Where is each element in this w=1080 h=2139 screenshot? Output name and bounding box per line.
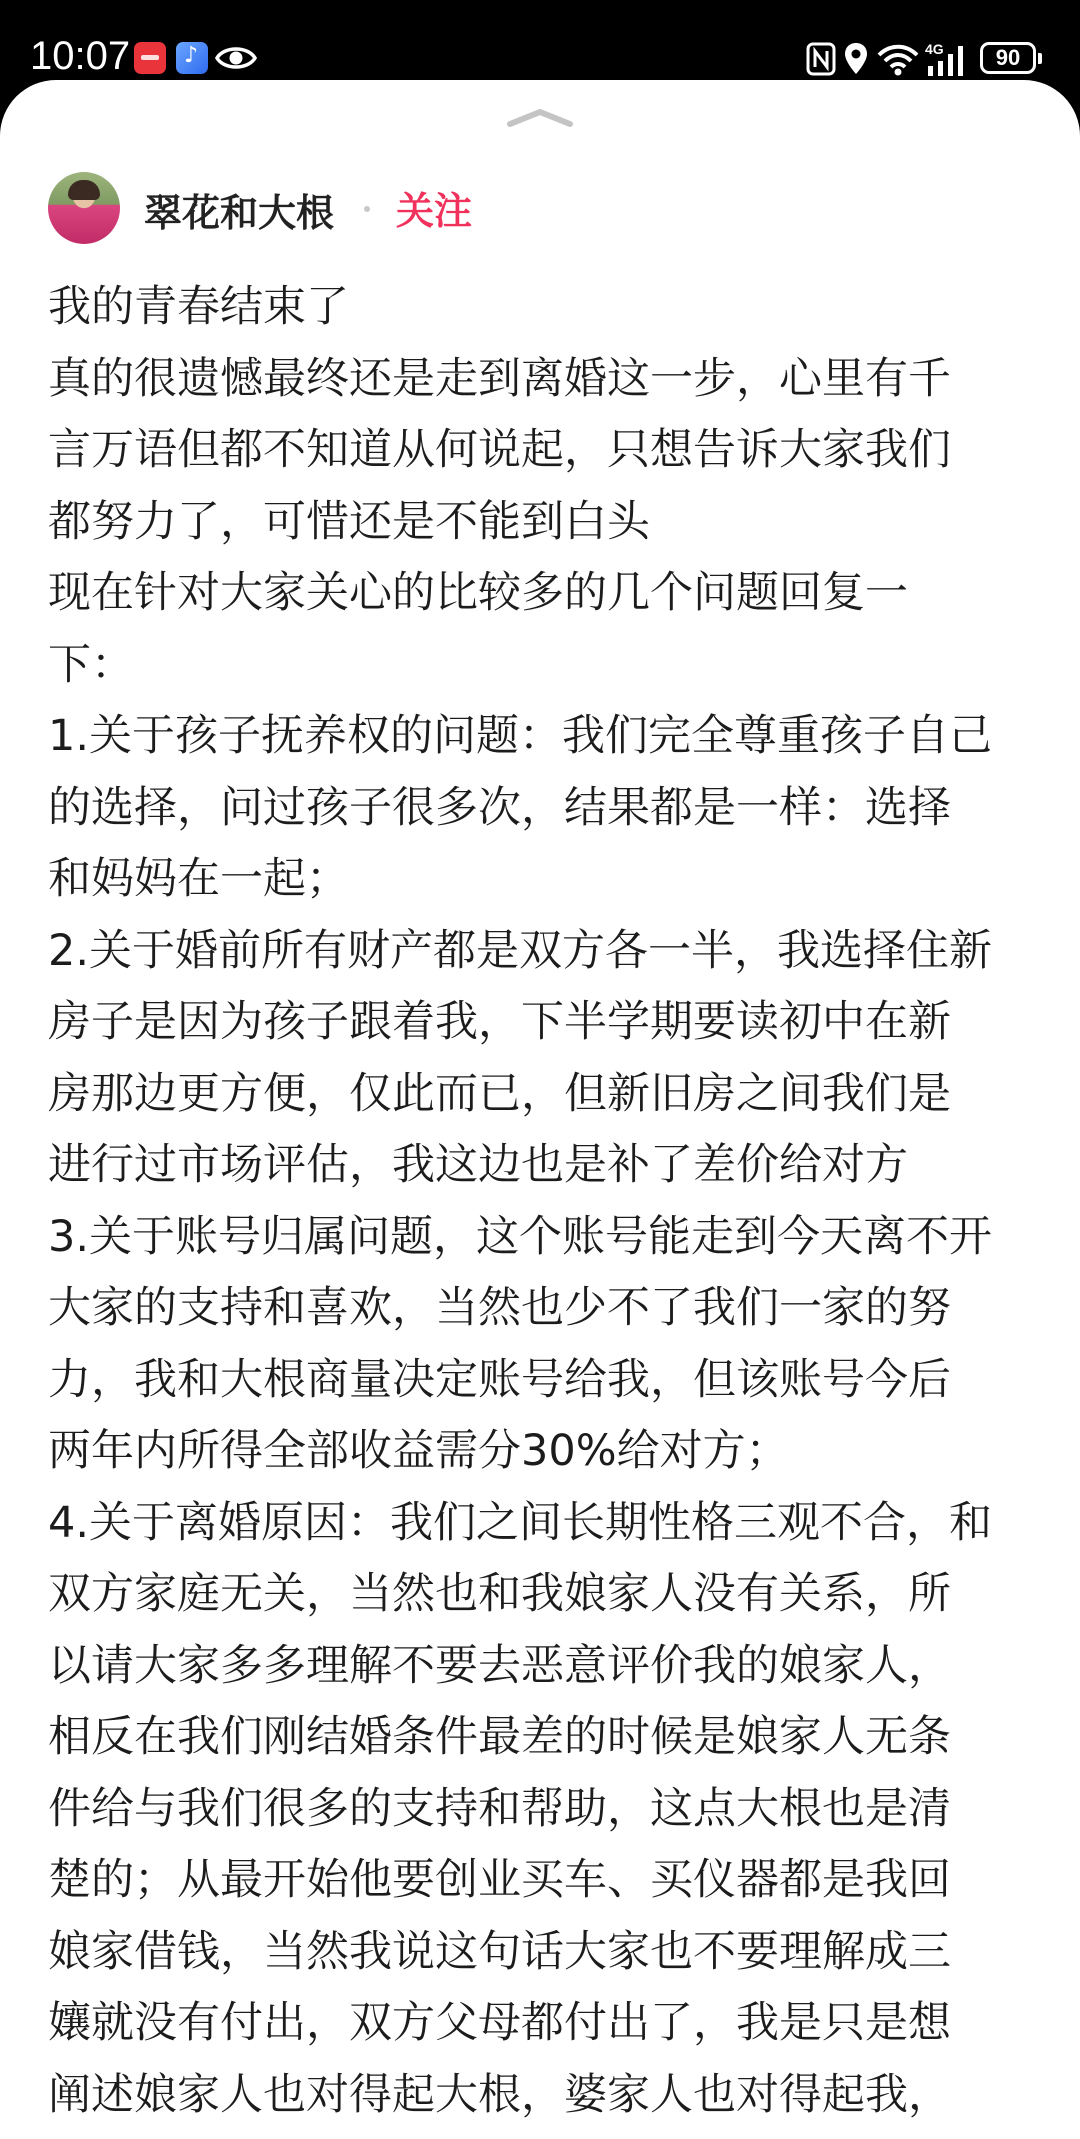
post-text-line: 都努力了，可惜还是不能到白头 [48, 496, 650, 547]
author-name[interactable]: 翠花和大根 [144, 191, 335, 235]
post-text-line: 进行过市场评估，我这边也是补了差价给对方 [48, 1140, 908, 1190]
post-text-line: 下： [48, 639, 134, 690]
sheet-handle-icon[interactable] [504, 106, 576, 128]
post-text-line: 楚的；从最开始他要创业买车、买仪器都是我回 [48, 1855, 951, 1905]
wifi-icon [876, 40, 920, 78]
post-text-line: 真的很遗憾最终还是走到离婚这一步，心里有千 [48, 353, 951, 404]
app-notification-icon [134, 42, 166, 74]
post-text-line: 两年内所得全部收益需分30%给对方； [48, 1426, 789, 1476]
post-text-line: 我的青春结束了 [48, 282, 349, 332]
music-app-icon [176, 42, 208, 74]
post-text-line: 娘家借钱，当然我说这句话大家也不要理解成三 [48, 1926, 951, 1977]
location-icon [842, 40, 870, 78]
post-text-line: 2.关于婚前所有财产都是双方各一半，我选择住新 [48, 925, 993, 976]
4g-signal-icon [924, 40, 974, 78]
follow-button[interactable]: 关注 [396, 189, 473, 233]
post-text-line: 件给与我们很多的支持和帮助，这点大根也是清 [48, 1783, 951, 1834]
post-text-line: 1.关于孩子抚养权的问题：我们完全尊重孩子自己 [48, 711, 993, 761]
author-row [48, 172, 948, 244]
nfc-icon [806, 40, 836, 78]
post-text-line: 阐述娘家人也对得起大根，婆家人也对得起我， [48, 2069, 951, 2120]
post-text-line: 房子是因为孩子跟着我，下半学期要读初中在新 [48, 997, 951, 1047]
post-text-line: 力，我和大根商量决定账号给我，但该账号今后 [48, 1354, 951, 1405]
separator-dot [364, 206, 370, 212]
eye-icon [214, 40, 258, 76]
post-text-line: 的选择，问过孩子很多次，结果都是一样：选择 [48, 782, 951, 833]
post-text-line: 3.关于账号归属问题，这个账号能走到今天离不开 [48, 1211, 993, 1262]
battery-icon: 90 [980, 42, 1036, 74]
avatar[interactable] [48, 172, 120, 244]
post-text-line: 双方家庭无关，当然也和我娘家人没有关系，所 [48, 1569, 951, 1619]
post-text-line: 大家的支持和喜欢，当然也少不了我们一家的努 [48, 1283, 951, 1333]
post-text-line: 孃就没有付出，双方父母都付出了，我是只是想 [48, 1998, 951, 2048]
post-sheet [0, 80, 1080, 2139]
post-body [48, 272, 1048, 2131]
post-text-line: 和妈妈在一起； [48, 854, 349, 904]
post-text-line: 4.关于离婚原因：我们之间长期性格三观不合，和 [48, 1497, 993, 1548]
svg-text:4G: 4G [925, 41, 944, 57]
post-text-line: 房那边更方便，仅此而已，但新旧房之间我们是 [48, 1068, 951, 1119]
post-text-line: 以请大家多多理解不要去恶意评价我的娘家人， [48, 1640, 951, 1691]
post-text-line: 言万语但都不知道从何说起，只想告诉大家我们 [48, 425, 951, 475]
status-time: 10:07 [30, 34, 131, 78]
post-text-line: 相反在我们刚结婚条件最差的时候是娘家人无条 [48, 1712, 951, 1762]
post-text-line: 现在针对大家关心的比较多的几个问题回复一 [48, 568, 908, 618]
